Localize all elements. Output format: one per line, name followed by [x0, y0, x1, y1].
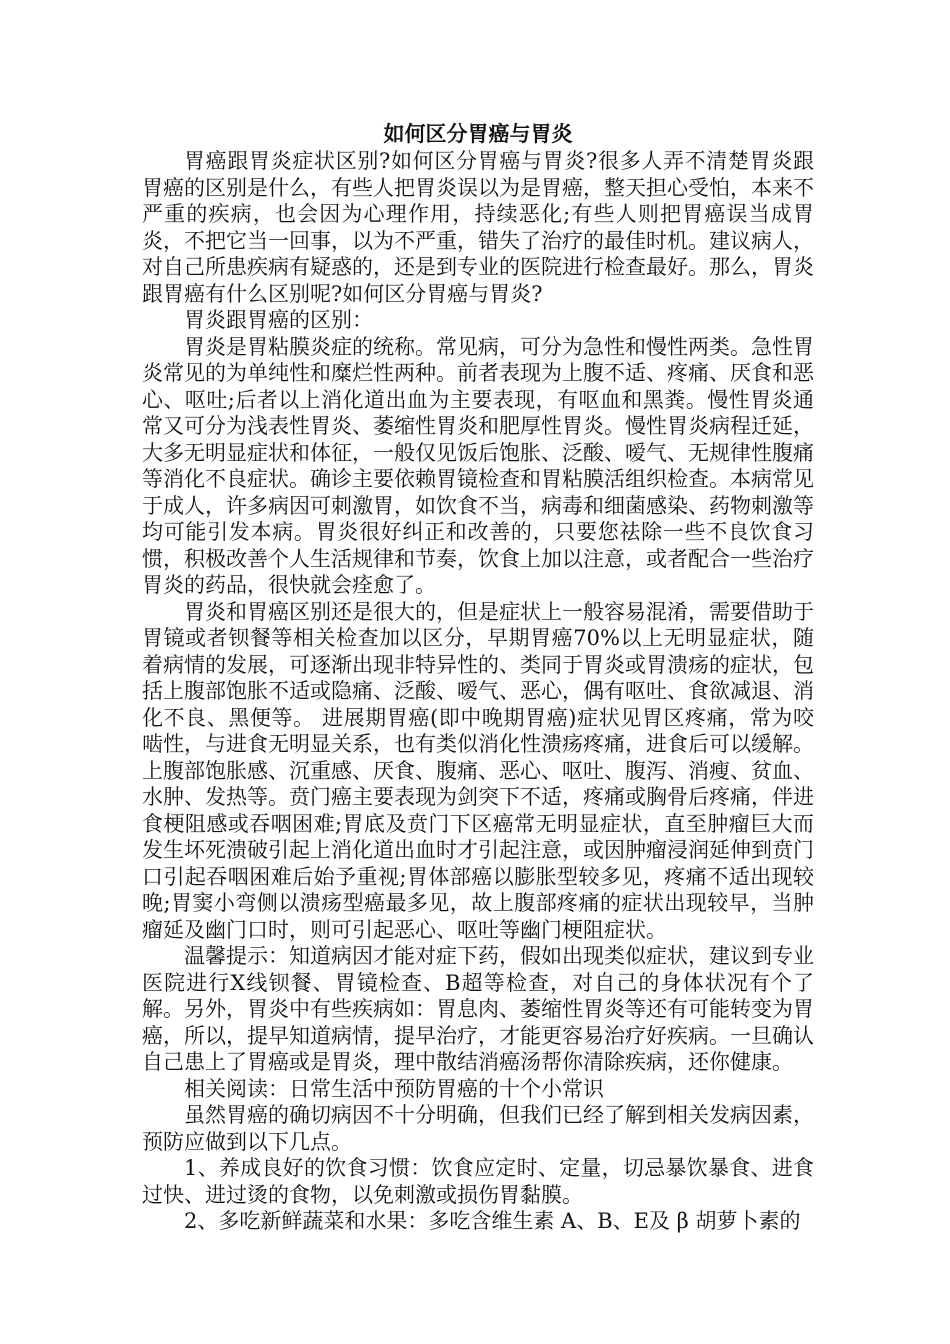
- paragraph-gastritis: 胃炎是胃粘膜炎症的统称。常见病，可分为急性和慢性两类。急性胃炎常见的为单纯性和糜烂性两种。前者表现为上腹不适、疼痛、厌食和恶心、呕吐;后者以上消化道出血为主要表现，有呕血和黑粪。慢性胃炎通常又可分为浅表性胃炎、萎缩性胃炎和肥厚性胃炎。慢性胃炎病程迁延，大多无明显症状和体征，一般仅见饭后饱胀、泛酸、嗳气、无规律性腹痛等消化不良症状。确诊主要依赖胃镜检查和胃粘膜活组织检查。本病常见于成人，许多病因可刺激胃，如饮食不当，病毒和细菌感染、药物刺激等均可能引发本病。胃炎很好纠正和改善的，只要您祛除一些不良饮食习惯，积极改善个人生活规律和节奏，饮食上加以注意，或者配合一些治疗胃炎的药品，很快就会痊愈了。: [142, 334, 814, 597]
- paragraph-related-reading: 相关阅读：日常生活中预防胃癌的十个小常识: [184, 1076, 604, 1101]
- paragraph-tip: 温馨提示：知道病因才能对症下药，假如出现类似症状，建议到专业医院进行X线钡餐、胃镜检查、B超等检查，对自己的身体状况有个了解。另外，胃炎中有些疾病如：胃息肉、萎缩性胃炎等还有可能转变为胃癌，所以，提早知道病情，提早治疗，才能更容易治疗好疾病。一旦确认自己患上了胃癌或是胃炎，理中散结消癌汤帮你清除疾病，还你健康。: [142, 944, 814, 1074]
- paragraph-section-heading: 胃炎跟胃癌的区别：: [184, 308, 373, 332]
- paragraph-prevention-intro: 虽然胃癌的确切病因不十分明确，但我们已经了解到相关发病因素，预防应做到以下几点。: [142, 1103, 814, 1154]
- paragraph-prevention-2: 2、多吃新鲜蔬菜和水果：多吃含维生素 A、B、E及 β 胡萝卜素的: [184, 1209, 801, 1233]
- paragraph-difference: 胃炎和胃癌区别还是很大的，但是症状上一般容易混淆，需要借助于胃镜或者钡餐等相关检查加以区分，早期胃癌70%以上无明显症状，随着病情的发展，可逐渐出现非特异性的、类同于胃炎或胃溃疡的症状，包括上腹部饱胀不适或隐痛、泛酸、嗳气、恶心，偶有呕吐、食欲减退、消化不良、黑便等。 进展期胃癌(即中晚期胃癌)症状见胃区疼痛，常为咬啮性，与进食无明显关系，也有类似消化性溃疡疼痛，进食后可以缓解。上腹部饱胀感、沉重感、厌食、腹痛、恶心、呕吐、腹泻、消瘦、贫血、水肿、发热等。贲门癌主要表现为剑突下不适，疼痛或胸骨后疼痛，伴进食梗阻感或吞咽困难;胃底及贲门下区癌常无明显症状，直至肿瘤巨大而发生坏死溃破引起上消化道出血时才引起注意，或因肿瘤浸润延伸到贲门口引起吞咽困难后始予重视;胃体部癌以膨胀型较多见，疼痛不适出现较晚;胃窦小弯侧以溃疡型癌最多见，故上腹部疼痛的症状出现较早，当肿瘤延及幽门口时，则可引起恶心、呕吐等幽门梗阻症状。: [142, 599, 814, 942]
- document-title: 如何区分胃癌与胃炎: [383, 121, 573, 146]
- paragraph-intro: 胃癌跟胃炎症状区别?如何区分胃癌与胃炎?很多人弄不清楚胃炎跟胃癌的区别是什么，有些人把胃炎误以为是胃癌，整天担心受怕，本来不严重的疾病，也会因为心理作用，持续恶化;有些人则把胃癌误当成胃炎，不把它当一回事，以为不严重，错失了治疗的最佳时机。建议病人，对自己所患疾病有疑惑的，还是到专业的医院进行检查最好。那么，胃炎跟胃癌有什么区别呢?如何区分胃癌与胃炎?: [142, 149, 814, 306]
- paragraph-prevention-1: 1、养成良好的饮食习惯：饮食应定时、定量，切忌暴饮暴食、进食过快、进过烫的食物，以免刺激或损伤胃黏膜。: [142, 1156, 814, 1207]
- document-page: [142, 120, 814, 1235]
